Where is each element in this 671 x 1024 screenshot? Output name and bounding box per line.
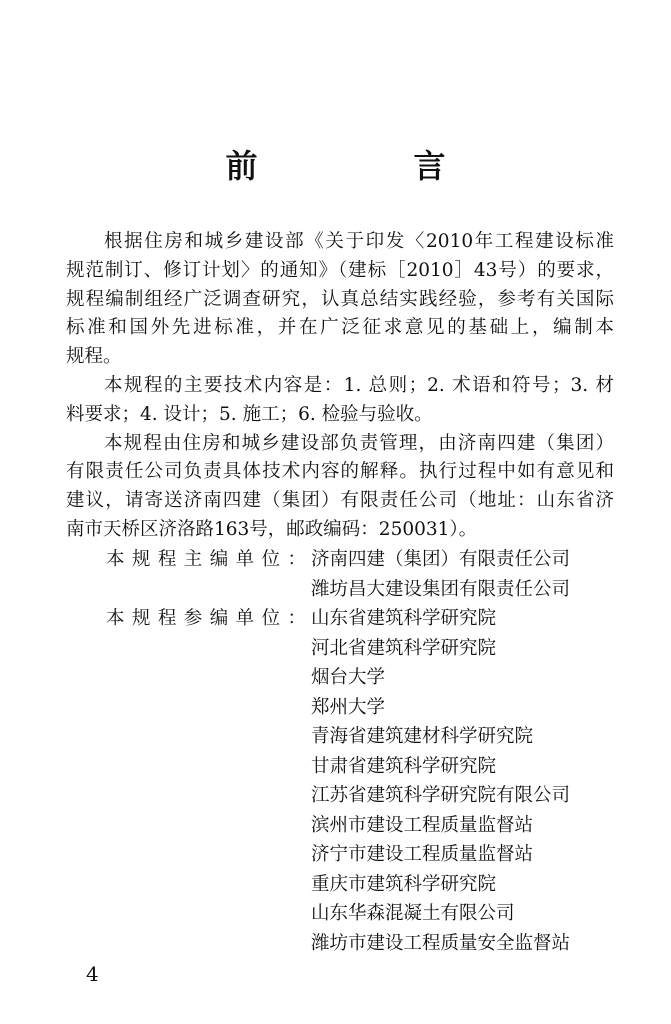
page-number: 4 [86,962,99,986]
list-item: 青海省建筑建材科学研究院 [311,726,534,747]
text-line: 规范制订、修订计划〉的通知》（建标［2010］43号）的要求， [66,259,614,281]
participating-units-label: 本规程参编单位： [106,608,306,629]
list-item: 河北省建筑科学研究院 [311,637,497,659]
text-line: 本规程的主要技术内容是：1. 总则；2. 术语和符号；3. 材 [104,374,614,396]
text-line: 根据住房和城乡建设部《关于印发〈2010年工程建设标准 [104,231,614,252]
paragraph-1 [66,228,614,372]
participating-units-list [311,604,570,958]
text-line: 规程编制组经广泛调查研究，认真总结实践经验，参考有关国际 [66,288,614,310]
chief-units-list [311,545,570,604]
list-item: 潍坊市建设工程质量安全监督站 [311,932,571,954]
list-item: 济宁市建设工程质量监督站 [311,844,534,865]
text-line: 本规程由住房和城乡建设部负责管理，由济南四建（集团） [104,432,614,454]
list-item: 滨州市建设工程质量监督站 [311,814,534,836]
chief-units-label: 本规程主编单位： [106,549,306,570]
list-item: 济南四建（集团）有限责任公司 [311,549,571,570]
list-item: 山东省建筑科学研究院 [311,608,497,629]
list-item: 山东华森混凝土有限公司 [311,903,515,924]
text-line: 规程。 [66,346,122,368]
list-item: 甘肃省建筑科学研究院 [311,755,497,777]
list-item: 江苏省建筑科学研究院有限公司 [311,785,571,806]
list-item: 郑州大学 [311,696,386,718]
preface-body [66,228,614,545]
text-line: 有限责任公司负责具体技术内容的解释。执行过程中如有意见和 [66,461,614,483]
paragraph-3 [66,430,614,545]
paragraph-2 [66,372,614,430]
text-line: 标准和国外先进标准，并在广泛征求意见的基础上，编制本 [66,317,614,339]
text-line: 建议，请寄送济南四建（集团）有限责任公司（地址：山东省济 [66,490,614,512]
text-line: 南市天桥区济洛路163号，邮政编码：250031）。 [66,518,478,540]
page-title: 前 言 [225,147,508,185]
text-line: 料要求；4. 设计；5. 施工；6. 检验与验收。 [66,403,433,425]
list-item: 潍坊昌大建设集团有限责任公司 [311,578,571,600]
list-item: 烟台大学 [311,667,386,688]
list-item: 重庆市建筑科学研究院 [311,873,497,895]
